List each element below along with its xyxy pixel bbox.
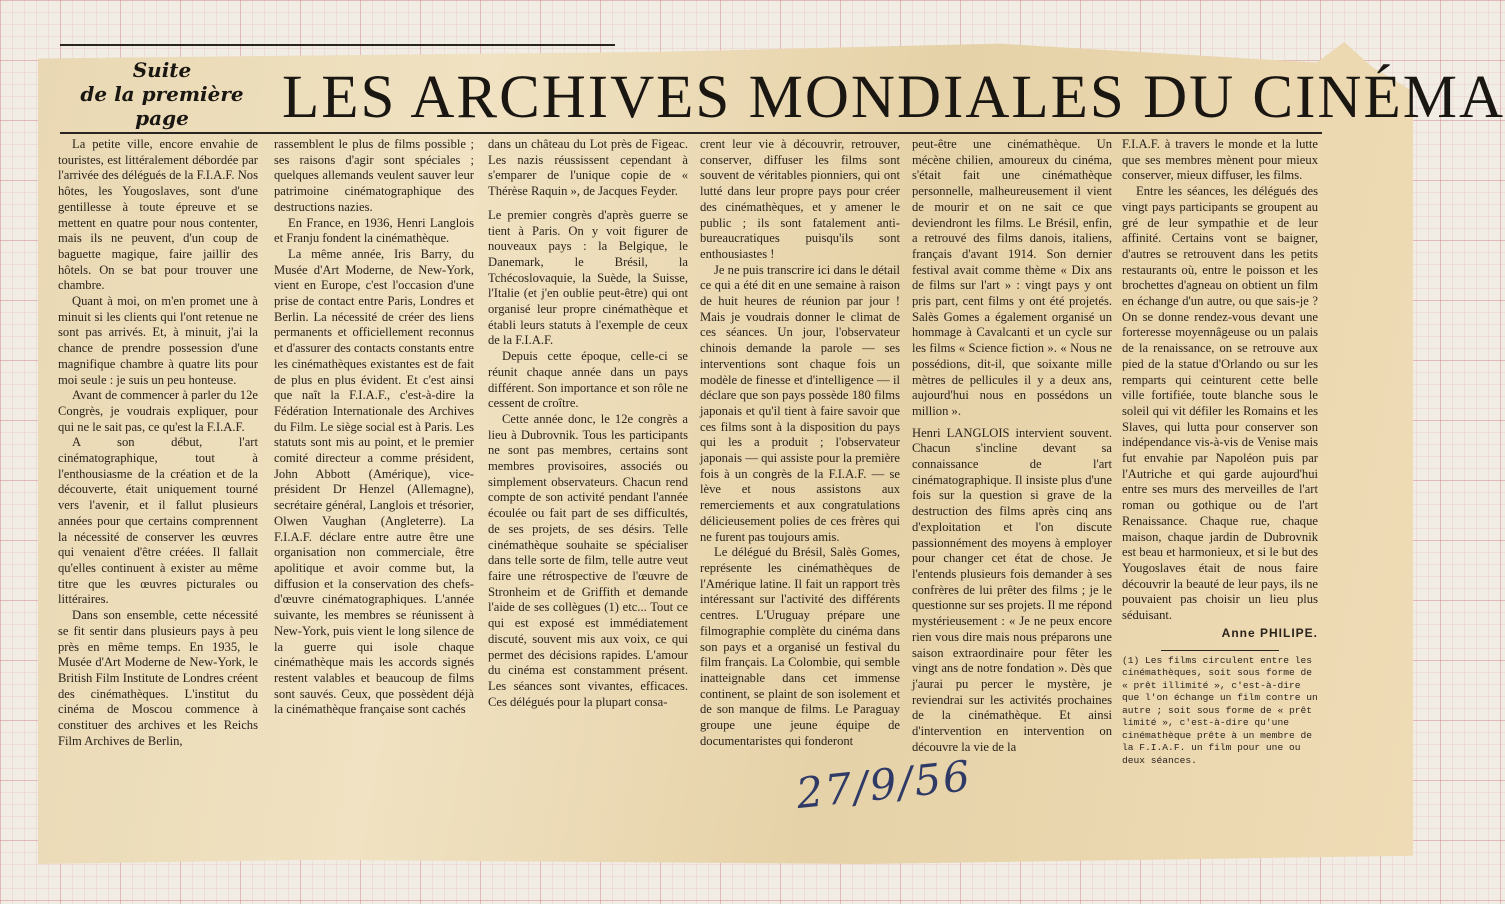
- footnote: (1) Les films circulent entre les cinémathèques, soit sous forme de « prêt illimité », c'est-à-dire que l'on échange un film contre un autre ; soit sous forme de « prêt limité », c'est-à-dire qu'une cinémathèque prête à un membre de la F.I.A.F. un film pour une ou deux séances.: [1122, 654, 1318, 766]
- paragraph: rassemblent le plus de films possible ; ses raisons d'agir sont spéciales ; quelques allemands veulent sauver leur patrimoine cinématographique des destructions nazies.: [274, 137, 474, 214]
- headline-rule: [60, 132, 1322, 134]
- handwritten-date: 27/9/56: [793, 750, 975, 819]
- paragraph: dans un château du Lot près de Figeac. Les nazis réussissent cependant à s'emparer de l'unique copie de « Thérèse Raquin », de Jacques Feyder.: [488, 137, 688, 199]
- kicker-line-1: Suite: [132, 58, 192, 82]
- paragraph: Avant de commencer à parler du 12e Congrès, je voudrais expliquer, pour qui ne le sait pas, ce qu'est la F.I.A.F.: [58, 388, 258, 434]
- paragraph: Le délégué du Brésil, Salès Gomes, représente les cinémathèques de l'Amérique latine. Il fait un rapport très intéressant sur l'activité des différents centres. L'Uruguay prépare une filmographie complète du cinéma dans son pays et a organisé un festival du film français. La Colombie, qui semble inatteignable dans cet immense continent, se plaint de son isolement et de son manque de films. Le Paraguay groupe une jeune équipe de documentaristes qui fonderont: [700, 545, 900, 748]
- kicker-line-2: de la première page: [80, 82, 244, 130]
- article-column-3: [488, 137, 688, 742]
- article-column-6: [1122, 137, 1318, 766]
- paragraph: Le premier congrès d'après guerre se tient à Paris. On y voit figurer de nouveaux pays : la Belgique, le Danemark, le Brésil, la Tchécoslovaquie, la Suède, la Suisse, l'Italie (et j'en oublie peut-être) qui ont organisé leur propre cinémathèque et établi leurs statuts à l'exemple de ceux de la F.I.A.F.: [488, 207, 688, 348]
- paragraph: F.I.A.F. à travers le monde et la lutte que ses membres mènent pour mieux conserver, mieux diffuser, les films.: [1122, 137, 1318, 183]
- paragraph: Je ne puis transcrire ici dans le détail ce qui a été dit en une semaine à raison de huit heures de réunion par jour ! Mais je voudrais donner le climat de ces séances. Un jour, l'observateur chinois demande la parole — ses interventions sont chaque fois un modèle de finesse et d'intelligence — il déclare que son pays possède 180 films japonais et qu'il tient à faire savoir que ces films sont à la disposition du pays qui les a produit ; l'observateur japonais — qui assiste pour la première fois à un congrès de la F.I.A.F. — se lève et nous assistons aux remerciements et aux congratulations délicieusement polies de ces frères qui ne furent pas toujours amis.: [700, 262, 900, 544]
- paragraph: peut-être une cinémathèque. Un mécène chilien, amoureux du cinéma, s'était fait une cinémathèque personnelle, malheureusement il vient de mourir et on ne sait ce que deviendront les films. Le Brésil, enfin, a retrouvé des films danois, italiens, français d'avant 1914. Son dernier festival avait comme thème « Dix ans de films sur l'art » : vingt pays y ont pris part, cent films y ont été projetés. Salès Gomes a également organisé un hommage à Cavalcanti et un cycle sur les films « Science fiction ». « Nous ne possédions, dit-il, que soixante mille mètres de pellicules il y a deux ans, aujourd'hui nous en possédons un million ».: [912, 137, 1112, 418]
- paragraph: Depuis cette époque, celle-ci se réunit chaque année dans un pays différent. Son importance et son rôle ne cessent de croître.: [488, 349, 688, 411]
- paragraph: Cette année donc, le 12e congrès a lieu à Dubrovnik. Tous les participants ne sont pas membres, certains sont membres provisoires, associés ou simplement observateurs. Chacun rend compte de son activité pendant l'année écoulée ou fait part de ses difficultés, de ses projets, de ses désirs. Telle cinémathèque souhaite se spécialiser dans telle sorte de film, telle autre veut faire une rétrospective de l'œuvre de Stronheim et de Griffith et demande l'aide de ses collègues (1) etc... Tout ce qui est exposé est immédiatement discuté, souvent mis aux voix, ce qui permet des décisions rapides. L'amour du cinéma est constamment présent. Les séances sont vivantes, efficaces. Ces délégués pour la plupart consa-: [488, 411, 688, 709]
- article-column-4: [700, 137, 900, 748]
- kicker: [62, 58, 262, 130]
- paragraph: Henri LANGLOIS intervient souvent. Chacun s'incline devant sa connaissance de l'art cinématographique. Il insiste plus d'une fois sur la question si grave de la destruction des films après cinq ans d'exploitation et l'on discute passionnément des moyens à employer pour changer cet état de chose. Je l'entends plusieurs fois demander à ses confrères de lui prêter des films ; je le questionne sur ses projets. Il me répond mystérieusement : « Je ne peux encore rien vous dire mais nous préparons une saison extraordinaire pour fêter les vingt ans de notre fondation ». Dès que j'aurai pu percer le mystère, je reviendrai sur les activités prochaines de la cinémathèque. Et ainsi d'intervention en intervention on découvre la vie de la: [912, 425, 1112, 754]
- article-column-5: [912, 137, 1112, 754]
- paragraph: Dans son ensemble, cette nécessité se fit sentir dans plusieurs pays à peu près en même temps. En 1935, le Musée d'Art Moderne de New-York, le British Film Institute de Londres créent des cinémathèques. L'institut du cinéma de Moscou commence à constituer des archives et les Reichs Film Archives de Berlin,: [58, 608, 258, 748]
- paragraph: crent leur vie à découvrir, retrouver, conserver, diffuser les films sont souvent de véritables pionniers, qui ont lutté dans leur propre pays pour créer des cinémathèques, et y amener le public ; ils sont fatalement anti-bureaucratiques puisqu'ils sont enthousiastes !: [700, 137, 900, 261]
- paragraph: Quant à moi, on m'en promet une à minuit si les clients qui l'ont retenue ne sont pas arrivés. Et, à minuit, j'ai la chance de prendre possession d'une magnifique chambre à quatre lits pour moi seule : je suis un peu honteuse.: [58, 294, 258, 387]
- article-column-1: [58, 137, 258, 748]
- headline: LES ARCHIVES MONDIALES DU CINÉMA: [282, 64, 1505, 131]
- paragraph: La petite ville, encore envahie de touristes, est littéralement débordée par l'arrivée des délégués de la F.I.A.F. Nos hôtes, les Yougoslaves, sont d'une gentillesse à toute épreuve et se mettent en quatre pour nous contenter, mais ils ne peuvent, d'un coup de baguette magique, faire jaillir des hôtels. On se bat pour trouver une chambre.: [58, 137, 258, 293]
- author-signature: Anne PHILIPE.: [1221, 625, 1318, 640]
- paragraph: En France, en 1936, Henri Langlois et Franju fondent la cinémathèque.: [274, 215, 474, 246]
- footnote-rule: [1161, 650, 1279, 651]
- article-column-2: [274, 137, 474, 742]
- top-rule: [60, 44, 615, 46]
- paragraph: A son début, l'art cinématographique, tout à l'enthousiasme de la création et de la découverte, était uniquement tourné vers l'avenir, et il fallut plusieurs années pour que certains comprennent la nécessité de conserver les œuvres qui venaient d'être créées. Il fallait qu'elles continuent à exister au même titre que les œuvres picturales ou littéraires.: [58, 435, 258, 607]
- paragraph: Entre les séances, les délégués des vingt pays participants se groupent au gré de leur sympathie et de leur affinité. Certains vont se baigner, d'autres se retrouvent dans les petits restaurants où, entre le poisson et les brochettes d'agneau on obtient un film en échange d'un autre, ou que sais-je ? On se donne rendez-vous devant une forteresse moyennâgeuse ou un palais de la renaissance, on se retrouve aux pied de la statue d'Orlando ou sur les remparts qui ceinturent cette belle ville fortifiée, toute blanche sous le soleil qui vit défiler les Romains et les Slaves, qui lutta pour conserver son indépendance vis-à-vis de Venise mais fut envahie par Napoléon puis par l'Autriche et qui garde aujourd'hui entre ses murs des merveilles de l'art roman ou gothique ou de l'art Renaissance. Chaque rue, chaque maison, chaque jardin de Dubrovnik est beau et harmonieux, et si le but des Yougoslaves était de nous faire découvrir la beauté de leur pays, ils ne pouvaient pas choisir un lieu plus séduisant.: [1122, 184, 1318, 623]
- paragraph: La même année, Iris Barry, du Musée d'Art Moderne, de New-York, vient en Europe, c'est l'occasion d'une prise de contact entre Paris, Londres et Berlin. La nécessité de créer des liens permanents et officiellement reconnus et d'assurer des contacts constants entre les cinémathèques existantes est de fait de plus en plus évident. Et c'est ainsi que naît la F.I.A.F., c'est-à-dire la Fédération Internationale des Archives du Film. Le siège social est à Paris. Les statuts sont mis au point, et le premier comité directeur a comme président, John Abbott (Amérique), vice-président Dr Henzel (Allemagne), secrétaire général, Langlois et trésorier, Olwen Vaughan (Angleterre). La F.I.A.F. déclare entre autre être une organisation non commerciale, être apolitique et avoir comme but, la diffusion et la conservation des chefs-d'œuvre cinématographiques. L'année suivante, les membres se réunissent à New-York, puis vient le long silence de la guerre qui isole chaque cinémathèque mais les accords signés restent valables et beaucoup de films sont sauvés. Ceux, que possèdent déjà la cinémathèque française sont cachés: [274, 246, 474, 717]
